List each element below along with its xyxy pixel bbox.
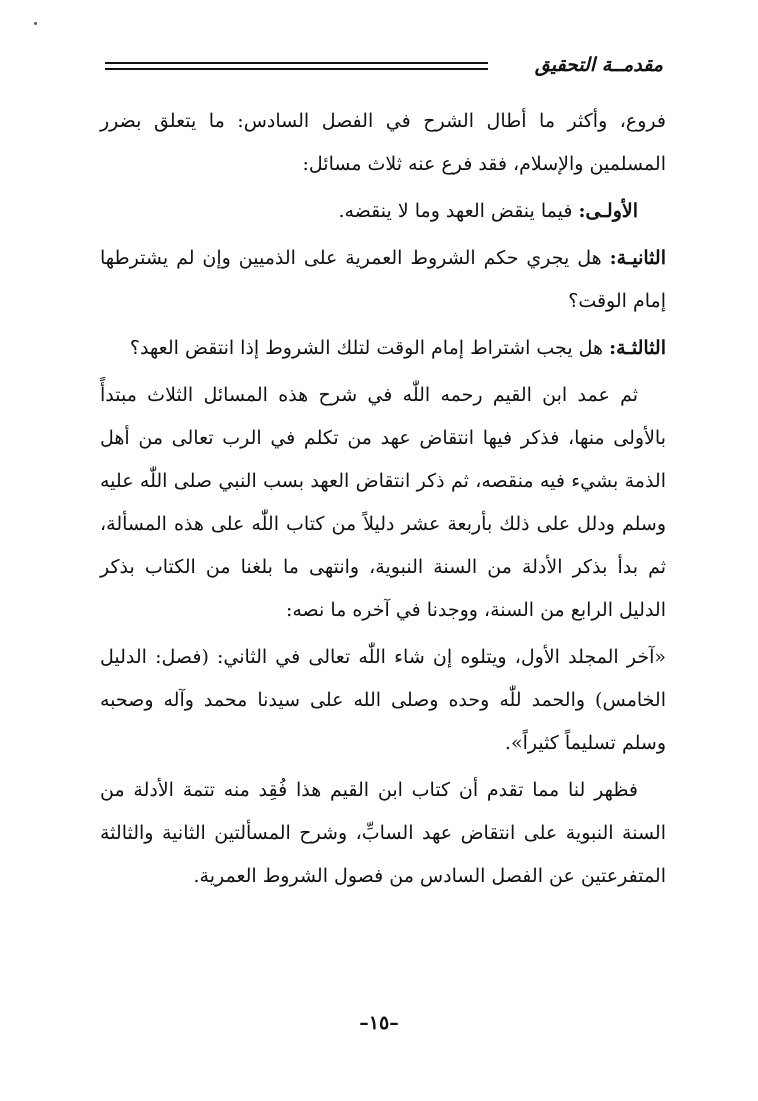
header-rule-line xyxy=(105,68,488,70)
header-rule-line xyxy=(105,62,488,64)
paragraph: ثم عمد ابن القيم رحمه اللّٰه في شرح هذه المسائل الثلاث مبتدأً بالأولى منها، فذكر فيها انتقاض عهد من تكلم في الرب تعالى من أهل الذمة بشيء فيه منقصه، ثم ذكر انتقاض العهد بسب النبي صلى اللّٰه عليه وسلم ودلل على ذلك بأربعة عشر دليلاً من كتاب اللّٰه على هذه المسألة، ثم بدأ بذكر الأدلة من السنة النبوية، وانتهى ما بلغنا من الكتاب بذكر الدليل الرابع من السنة، ووجدنا في آخره ما نصه: xyxy=(100,384,666,621)
page-number: –١٥– xyxy=(359,1012,399,1034)
issue-text: فيما ينقض العهد وما لا ينقضه. xyxy=(338,200,579,222)
paragraph-issue-three xyxy=(100,327,666,370)
paragraph-issue-two xyxy=(100,237,666,323)
header-title: مقدمــة التحقيق xyxy=(534,54,663,76)
issue-text: هل يجري حكم الشروط العمرية على الذميين وإن لم يشترطها إمام الوقت؟ xyxy=(100,247,666,312)
paragraph: فروع، وأكثر ما أطال الشرح في الفصل السادس: ما يتعلق بضرر المسلمين والإسلام، فقد فرع عنه ثلاث مسائل: xyxy=(100,110,666,175)
body-text xyxy=(100,100,666,898)
running-header xyxy=(105,50,663,84)
issue-text: هل يجب اشتراط إمام الوقت لتلك الشروط إذا انتقض العهد؟ xyxy=(129,337,610,359)
issue-label: الأولـى: xyxy=(578,200,638,222)
quotation-paragraph: «آخر المجلد الأول، ويتلوه إن شاء اللّٰه تعالى في الثاني: (فصل: الدليل الخامس) والحمد للّٰه وحده وصلى الله على سيدنا محمد وآله وصحبه وسلم تسليماً كثيراً». xyxy=(100,646,666,754)
paragraph: فظهر لنا مما تقدم أن كتاب ابن القيم هذا فُقِد منه تتمة الأدلة من السنة النبوية على انتقاض عهد السابِّ، وشرح المسألتين الثانية والثالثة المتفرعتين عن الفصل السادس من فصول الشروط العمرية. xyxy=(100,779,666,887)
scan-speck xyxy=(34,22,37,25)
issue-label: الثالثـة: xyxy=(609,337,666,359)
issue-label: الثانيـة: xyxy=(609,247,666,269)
paragraph-issue-one xyxy=(100,190,666,233)
